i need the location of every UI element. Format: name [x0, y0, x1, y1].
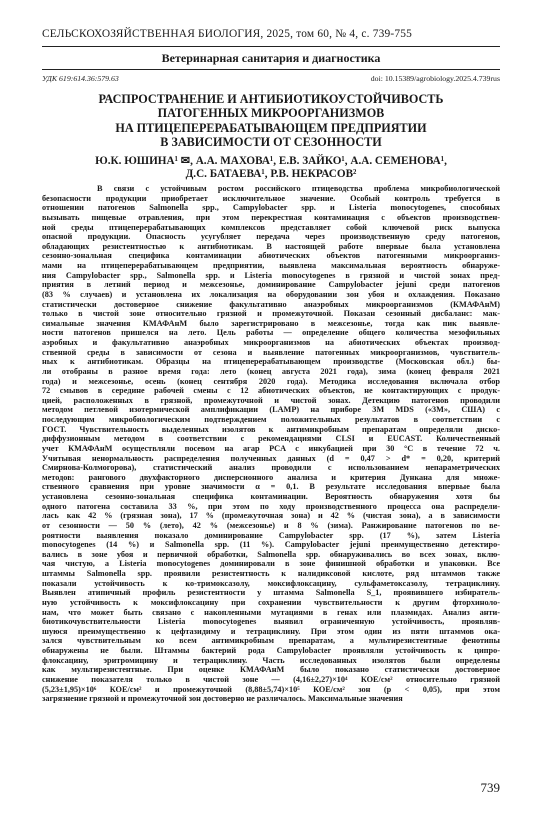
abstract-line: чая чистую, а Listeria monocytogenes доминировали в зоне финишной обработки и упаковки. Все	[42, 559, 500, 569]
author-line: Ю.К. ЮШИНА¹ ✉, А.А. МАХОВА¹, Е.В. ЗАЙКО¹, А.А. СЕМЕНОВА¹,	[95, 155, 447, 167]
abstract-line: нам, что может быть связано с накопленными мутациями в генах или плазмидах. Анализ анти-	[42, 607, 500, 617]
abstract-line: monocytogenes (14 %) и Salmonella spp. (11 %). Campylobacter jejuni преимущественно детектиро-	[42, 540, 500, 550]
abstract-line: цией, расположенных в грязной, промежуточной и чистой зонах. Детекцию патогенов проводили	[42, 395, 500, 405]
abstract-line: ственного сравнения при уровне значимости α = 0,1. В результате исследования впервые была	[42, 482, 500, 492]
abstract-line: штаммы Salmonella spp. проявили резистентность к налидиксовой кислоте, ряд штаммов также	[42, 569, 500, 578]
abstract-line: как мультирезистентные. При оценке КМАФАнМ было показано статистически достоверное	[42, 665, 500, 675]
page-number: 739	[480, 780, 500, 795]
abstract-line: Смирнова-Колмогорова), статистический анализ проводили с использованием непараметрических	[42, 463, 500, 473]
title-line: ПАТОГЕННЫХ МИКРООРГАНИЗМОВ	[157, 106, 385, 121]
abstract-line: ности патогенов пришелся на лето. Цель работы — определение общего количества мезофильных	[42, 328, 500, 338]
journal-running-head: СЕЛЬСКОХОЗЯЙСТВЕННАЯ БИОЛОГИЯ, 2025, том 60, № 4, с. 739-755	[42, 28, 413, 40]
abstract-line: опасной продукции. Опасность усугубляет передача через производственную среду патогенов,	[42, 232, 500, 242]
abstract-line: сезонно-зональная специфика контаминации абиотических объектов патогенными микроорганиз-	[42, 251, 500, 261]
abstract-line: мами на птицеперерабатывающем предприятии, выявлена максимальная вероятность обнаруже-	[42, 261, 500, 270]
header-rule-top	[42, 46, 500, 47]
abstract-line: методов: рангового двухфакторного дисперсионного анализа и критерия Дункана для множе-	[42, 472, 500, 482]
abstract-line: ных к антибиотикам. Образцы на птицеперерабатывающем производстве (Московская обл.) бы-	[42, 357, 500, 367]
header-rule-bottom	[42, 69, 500, 70]
abstract-line: обладающих резистентностью к антибиотикам. В настоящей работе впервые была установлена	[42, 241, 500, 251]
author-line: Д.С. БАТАЕВА¹, Р.В. НЕКРАСОВ²	[185, 168, 357, 181]
abstract-line: В связи с устойчивым ростом российского птицеводства проблема микробиологической	[97, 184, 500, 193]
abstract-line: Выявлен атипичный профиль резистентности у штамма Salmonella S_1, проявившего избиратель-	[42, 588, 500, 598]
author-list	[42, 155, 500, 182]
abstract-line: (83 % случаев) и установлена их локализация на оборудовании зон убоя и охлаждения. Показано	[42, 289, 500, 299]
abstract-line: роятности выявления показало доминирование Campylobacter spp. (17 %), затем Listeria	[42, 530, 500, 540]
abstract-line: (5,23±1,95)×10⁶ КОЕ/см² и промежуточной (8,88±5,74)×10⁵ КОЕ/см² зон (p < 0,05), при этом	[42, 684, 500, 694]
abstract-line: Учитывая ненормальность распределения полученных данных (d = 0,47 > d* = 0,20, критерий	[42, 453, 500, 463]
abstract-line: приятия в летний период и межсезонье, доминирование Campylobacter jejuni среди патогенов	[42, 280, 500, 290]
abstract-line: флоксацину, эритромицину и тетрациклину. Часть исследованных изолятов были определены	[42, 655, 500, 665]
abstract-line: последующим микробиологическим подтверждением положительных результатов в соответствии с	[42, 415, 500, 424]
abstract-line: безопасности продукции приобретает исключительное значение. Особый контроль требуется в	[42, 193, 500, 203]
title-line: НА ПТИЦЕПЕРЕРАБАТЫВАЮЩЕМ ПРЕДПРИЯТИИ	[115, 120, 427, 135]
abstract-line: ственной среды в зависимости от сезона и выявление патогенных микроорганизмов, чувствитель-	[42, 347, 500, 357]
abstract-line: диффузионным методом в соответствии с рекомендациями CLSI и EUCAST. Количественный	[42, 434, 500, 444]
abstract-line: ли отобраны в разное время года: лето (конец августа 2021 года), зима (конец февраля 2021	[42, 366, 500, 376]
abstract-line: 72 смывов в середине рабочей смены с 12 абиотических объектов, не контактирующих с продук-	[42, 386, 500, 396]
abstract-line: только в чистой зоне относительно грязной и промежуточной. Показан сезонный дисбаланс: мак-	[42, 309, 500, 319]
udk-code: УДК 619:614.36:579.63	[42, 74, 119, 83]
abstract-line: шуюся преимущественно к цефтазидиму и тетрациклину. При этом один из пяти штаммов ока-	[42, 626, 500, 636]
abstract-line: обнаружены не были. Штаммы бактерий рода Campylobacter проявляли устойчивость к ципро-	[42, 646, 500, 655]
article-title	[42, 92, 500, 150]
abstract-line: снижение показателя только в чистой зоне — (4,16±2,27)×10⁴ КОЕ/см² относительно грязной	[42, 674, 500, 684]
abstract-line: одного патогена составила 33 %, при этом по ходу производственного процесса она распредели-	[42, 501, 500, 511]
abstract-line: симальные значения КМАФАнМ было зарегистрировано в межсезонье, тогда как пик выявле-	[42, 318, 500, 328]
title-line: В ЗАВИСИМОСТИ ОТ СЕЗОННОСТИ	[160, 135, 382, 150]
abstract-line: учет КМАФАнМ осуществляли посевом на агар PCA с инкубацией при 30 °C в течение 72 ч.	[42, 443, 500, 453]
abstract-line: ГОСТ. Чувствительность выделенных изолятов к антимикробным препаратам определяли диско-	[42, 424, 500, 434]
section-rubric: Ветеринарная санитария и диагностика	[161, 51, 381, 65]
abstract-line: зался чувствительным ко всем антимикробным препаратам, а мультирезистентные фенотипы	[42, 636, 500, 646]
abstract-line: статистически достоверное снижение факультативно анаэробных микроорганизмов (КМАФАнМ)	[42, 299, 500, 309]
abstract-line: методом петлевой изотермической амплификации (LAMP) на приборе 3M MDS («3M», США) с	[42, 405, 500, 415]
abstract-line: от сезонности — 50 % (лето), 42 % (межсезонье) и 8 % (зима). Ранжирование патогенов по ве-	[42, 520, 500, 530]
abstract-line: отношении патогенов Salmonella spp., Campylobacter spp. и Listeria monocytogenes, способных	[42, 203, 500, 213]
abstract-line: установлена сезонно-зональная специфика контаминации. Вероятность обнаружения хотя бы	[42, 492, 500, 501]
abstract-line: показали устойчивость к ко-тримоксазолу, моксифлоксацину, сульфаметоксазолу, тетрациклину.	[42, 578, 500, 588]
abstract-line: загрязнение грязной и промежуточной зон достоверно не различалось. Максимальные значения	[42, 694, 403, 704]
title-line: РАСПРОСТРАНЕНИЕ И АНТИБИОТИКОУСТОЙЧИВОСТЬ	[98, 92, 444, 106]
abstract-line: вызывать пищевые отравления, при этом перекрестная контаминация с объектов производствен-	[42, 212, 500, 222]
abstract-line: аэробных и факультативно анаэробных микроорганизмов на абиотических объектах производ-	[42, 338, 500, 347]
abstract-text	[42, 184, 500, 704]
abstract-line: ной среды птицеперерабатывающих комплексов представляет собой ключевой риск выпуска	[42, 222, 500, 232]
abstract-line: ния Campylobacter spp., Salmonella spp. и Listeria monocytogenes в грязной и чистой зонах пред-	[42, 270, 500, 280]
abstract-line: лась как 42 % (грязная зона), 17 % (промежуточная зона) и 42 % (чистая зона), а в зависимости	[42, 511, 500, 521]
abstract-line: ную устойчивость к моксифлоксацину при сохранении чувствительности к другим фторхиноло-	[42, 597, 500, 607]
doi-link[interactable]: doi: 10.15389/agrobiology.2025.4.739rus	[370, 74, 500, 83]
abstract-line: биотикочувствительности Listeria monocytogenes выявил ограниченную устойчивость, проявляв-	[42, 617, 500, 627]
abstract-line: года) и межсезонье, осень (конец сентября 2020 года). Методика исследования включала отбор	[42, 376, 500, 386]
abstract-line: вались в зоне убоя и первичной обработки, Salmonella spp. обнаруживались во всех зонах, вклю-	[42, 549, 500, 559]
